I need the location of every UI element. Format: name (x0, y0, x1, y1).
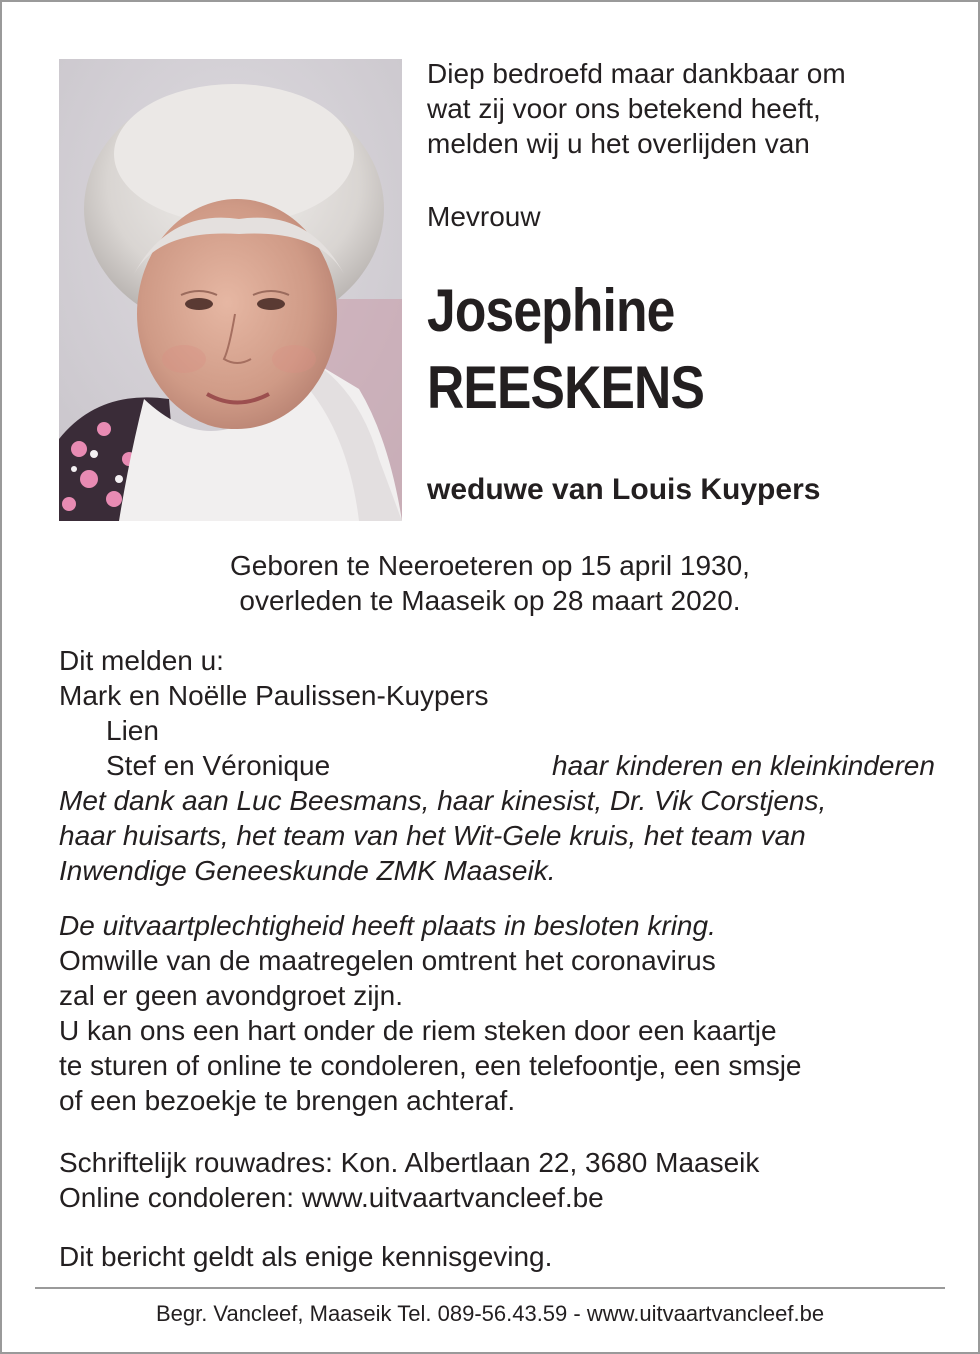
ceremony-line: of een bezoekje te brengen achteraf. (59, 1085, 516, 1116)
family-relation: haar kinderen en kleinkinderen (552, 750, 935, 781)
portrait-photo (59, 59, 402, 521)
family-line: Mark en Noëlle Paulissen-Kuypers (59, 680, 489, 711)
intro-text (427, 56, 846, 161)
ceremony-line: Omwille van de maatregelen omtrent het coronavirus (59, 945, 716, 976)
thanks-line: haar huisarts, het team van het Wit-Gele kruis, het team van (59, 820, 806, 851)
last-name: REESKENS (427, 354, 705, 421)
family-line: Lien (106, 715, 159, 746)
ceremony-line: U kan ons een hart onder de riem steken door een kaartje (59, 1015, 777, 1046)
footer-divider (35, 1287, 945, 1289)
ceremony-italic: De uitvaartplechtigheid heeft plaats in besloten kring. (59, 910, 716, 941)
thanks-line: Met dank aan Luc Beesmans, haar kinesist, Dr. Vik Corstjens, (59, 785, 827, 816)
honorific: Mevrouw (427, 201, 541, 232)
footer-text: Begr. Vancleef, Maaseik Tel. 089-56.43.59 - www.uitvaartvancleef.be (155, 1301, 825, 1326)
born-line: Geboren te Neeroeteren op 15 april 1930, (230, 550, 750, 581)
intro-line: Diep bedroefd maar dankbaar om (427, 58, 846, 89)
thanks-line: Inwendige Geneeskunde ZMK Maaseik. (59, 855, 556, 886)
first-name: Josephine (427, 277, 675, 344)
ceremony-line: te sturen of online te condoleren, een telefoontje, een smsje (59, 1050, 802, 1081)
ceremony-block (59, 908, 802, 1118)
family-line-row (59, 748, 935, 783)
address-block (59, 1145, 759, 1215)
condolence-line: Online condoleren: www.uitvaartvancleef.be (59, 1182, 604, 1213)
ceremony-line: zal er geen avondgroet zijn. (59, 980, 403, 1011)
intro-line: wat zij voor ons betekend heeft, (427, 93, 821, 124)
address-line: Schriftelijk rouwadres: Kon. Albertlaan 22, 3680 Maaseik (59, 1147, 760, 1178)
spouse-line: weduwe van Louis Kuypers (427, 473, 821, 506)
intro-line: melden wij u het overlijden van (427, 128, 810, 159)
died-line: overleden te Maaseik op 28 maart 2020. (239, 585, 741, 616)
family-line: Stef en Véronique (106, 750, 331, 781)
birth-death-info (2, 548, 978, 618)
portrait-illustration (59, 59, 402, 521)
notice-line: Dit bericht geldt als enige kennisgeving. (59, 1241, 553, 1272)
family-block (59, 643, 935, 888)
family-heading: Dit melden u: (59, 645, 224, 676)
